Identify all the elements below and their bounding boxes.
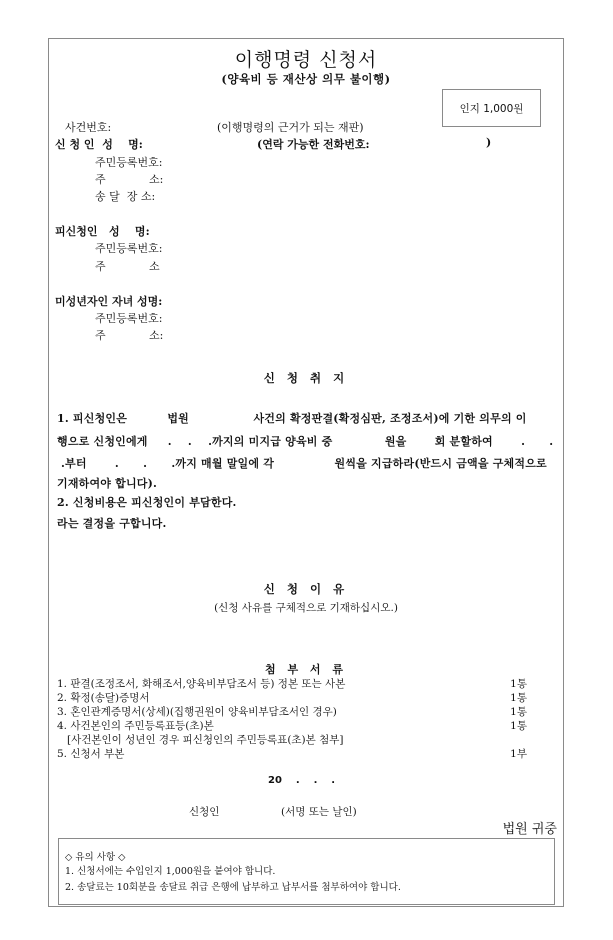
minor-address-label-b: 소: xyxy=(149,329,164,342)
reason-heading: 신 청 이 유 xyxy=(263,582,349,596)
revenue-stamp-label: 인지 1,000원 xyxy=(459,102,524,115)
attachment-text: 1. 판결(조정조서, 화해조서,양육비부담조서 등) 정본 또는 사본 xyxy=(57,678,346,690)
respondent-name-label: 피신청인 성 명: xyxy=(55,225,150,238)
applicant-sign-label: 신청인 xyxy=(189,806,220,818)
case-number-label: 사건번호: xyxy=(65,121,112,134)
respondent-address-label-a: 주 xyxy=(95,260,106,273)
purpose-heading: 신 청 취 지 xyxy=(263,371,349,385)
attachment-item xyxy=(57,746,527,761)
document-title: 이행명령 신청서 xyxy=(234,49,378,71)
applicant-name-label: 신 청 인 성 명: xyxy=(55,138,143,151)
minor-address-label-a: 주 xyxy=(95,329,106,342)
revenue-stamp-box xyxy=(442,89,541,127)
applicant-address-label-b: 소: xyxy=(149,173,164,186)
court-addressee: 법원 귀중 xyxy=(502,822,557,837)
purpose-line-5: 2. 신청비용은 피신청인이 부담한다. xyxy=(57,496,237,509)
minor-name-label: 미성년자인 자녀 성명: xyxy=(55,295,163,308)
attachments-heading: 첨 부 서 류 xyxy=(265,663,347,676)
notice-item: 1. 신청서에는 수입인지 1,000원을 붙여야 합니다. xyxy=(65,866,276,877)
reason-note: (신청 사유를 구체적으로 기재하십시오.) xyxy=(214,602,398,614)
attachment-text: 5. 신청서 부본 xyxy=(57,748,125,760)
attachment-item xyxy=(57,718,527,733)
phone-label: (연락 가능한 전화번호: xyxy=(257,138,370,151)
attachment-qty: 1통 xyxy=(510,678,527,690)
case-basis-note: (이행명령의 근거가 되는 재판) xyxy=(217,121,364,134)
applicant-id-label: 주민등록번호: xyxy=(95,156,163,169)
purpose-line-6: 라는 결정을 구합니다. xyxy=(57,517,167,530)
attachment-text: 4. 사건본인의 주민등록표등(초)본 xyxy=(57,720,214,732)
attachment-text: 3. 혼인관계증명서(상세)(집행권원이 양육비부담조서인 경우) xyxy=(57,706,337,718)
attachment-text: [사건본인이 성년인 경우 피신청인의 주민등록표(초)본 첨부] xyxy=(57,734,344,746)
application-form xyxy=(48,38,564,907)
phone-close: ) xyxy=(486,136,492,149)
document-subtitle: (양육비 등 재산상 의무 불이행) xyxy=(221,72,391,86)
applicant-delivery-label: 송 달 장 소: xyxy=(95,190,156,203)
notice-heading: ◇ 유의 사항 ◇ xyxy=(65,852,126,863)
respondent-id-label: 주민등록번호: xyxy=(95,242,163,255)
attachment-qty: 1통 xyxy=(510,692,527,704)
respondent-address-label-b: 소 xyxy=(149,260,160,273)
notice-item: 2. 송달료는 10회분을 송달료 취급 은행에 납부하고 납부서를 첨부하여야 합니다. xyxy=(65,882,401,893)
sign-or-seal-note: (서명 또는 날인) xyxy=(281,806,357,818)
attachment-item xyxy=(57,690,527,705)
purpose-line-2: 행으로 신청인에게 . . .까지의 미지급 양육비 중 원을 회 분할하여 . . xyxy=(57,435,554,448)
applicant-address-label-a: 주 xyxy=(95,173,106,186)
attachment-item xyxy=(57,732,527,747)
attachment-item xyxy=(57,676,527,691)
attachment-qty: 1부 xyxy=(510,748,527,760)
purpose-line-4: 기재하여야 합니다). xyxy=(57,477,158,490)
attachment-qty: 1통 xyxy=(510,720,527,732)
purpose-line-1: 1. 피신청인은 법원 사건의 확정판결(확정심판, 조정조서)에 기한 의무의 이 xyxy=(57,412,527,425)
minor-id-label: 주민등록번호: xyxy=(95,312,163,325)
date-line: 20 . . . xyxy=(268,775,336,786)
attachment-item xyxy=(57,704,527,719)
attachment-text: 2. 확정(송달)증명서 xyxy=(57,692,150,704)
purpose-line-3: .부터 . . .까지 매월 말일에 각 원씩을 지급하라(반드시 금액을 구체적으로 xyxy=(57,457,547,470)
notice-box xyxy=(58,838,555,905)
attachment-qty: 1통 xyxy=(510,706,527,718)
